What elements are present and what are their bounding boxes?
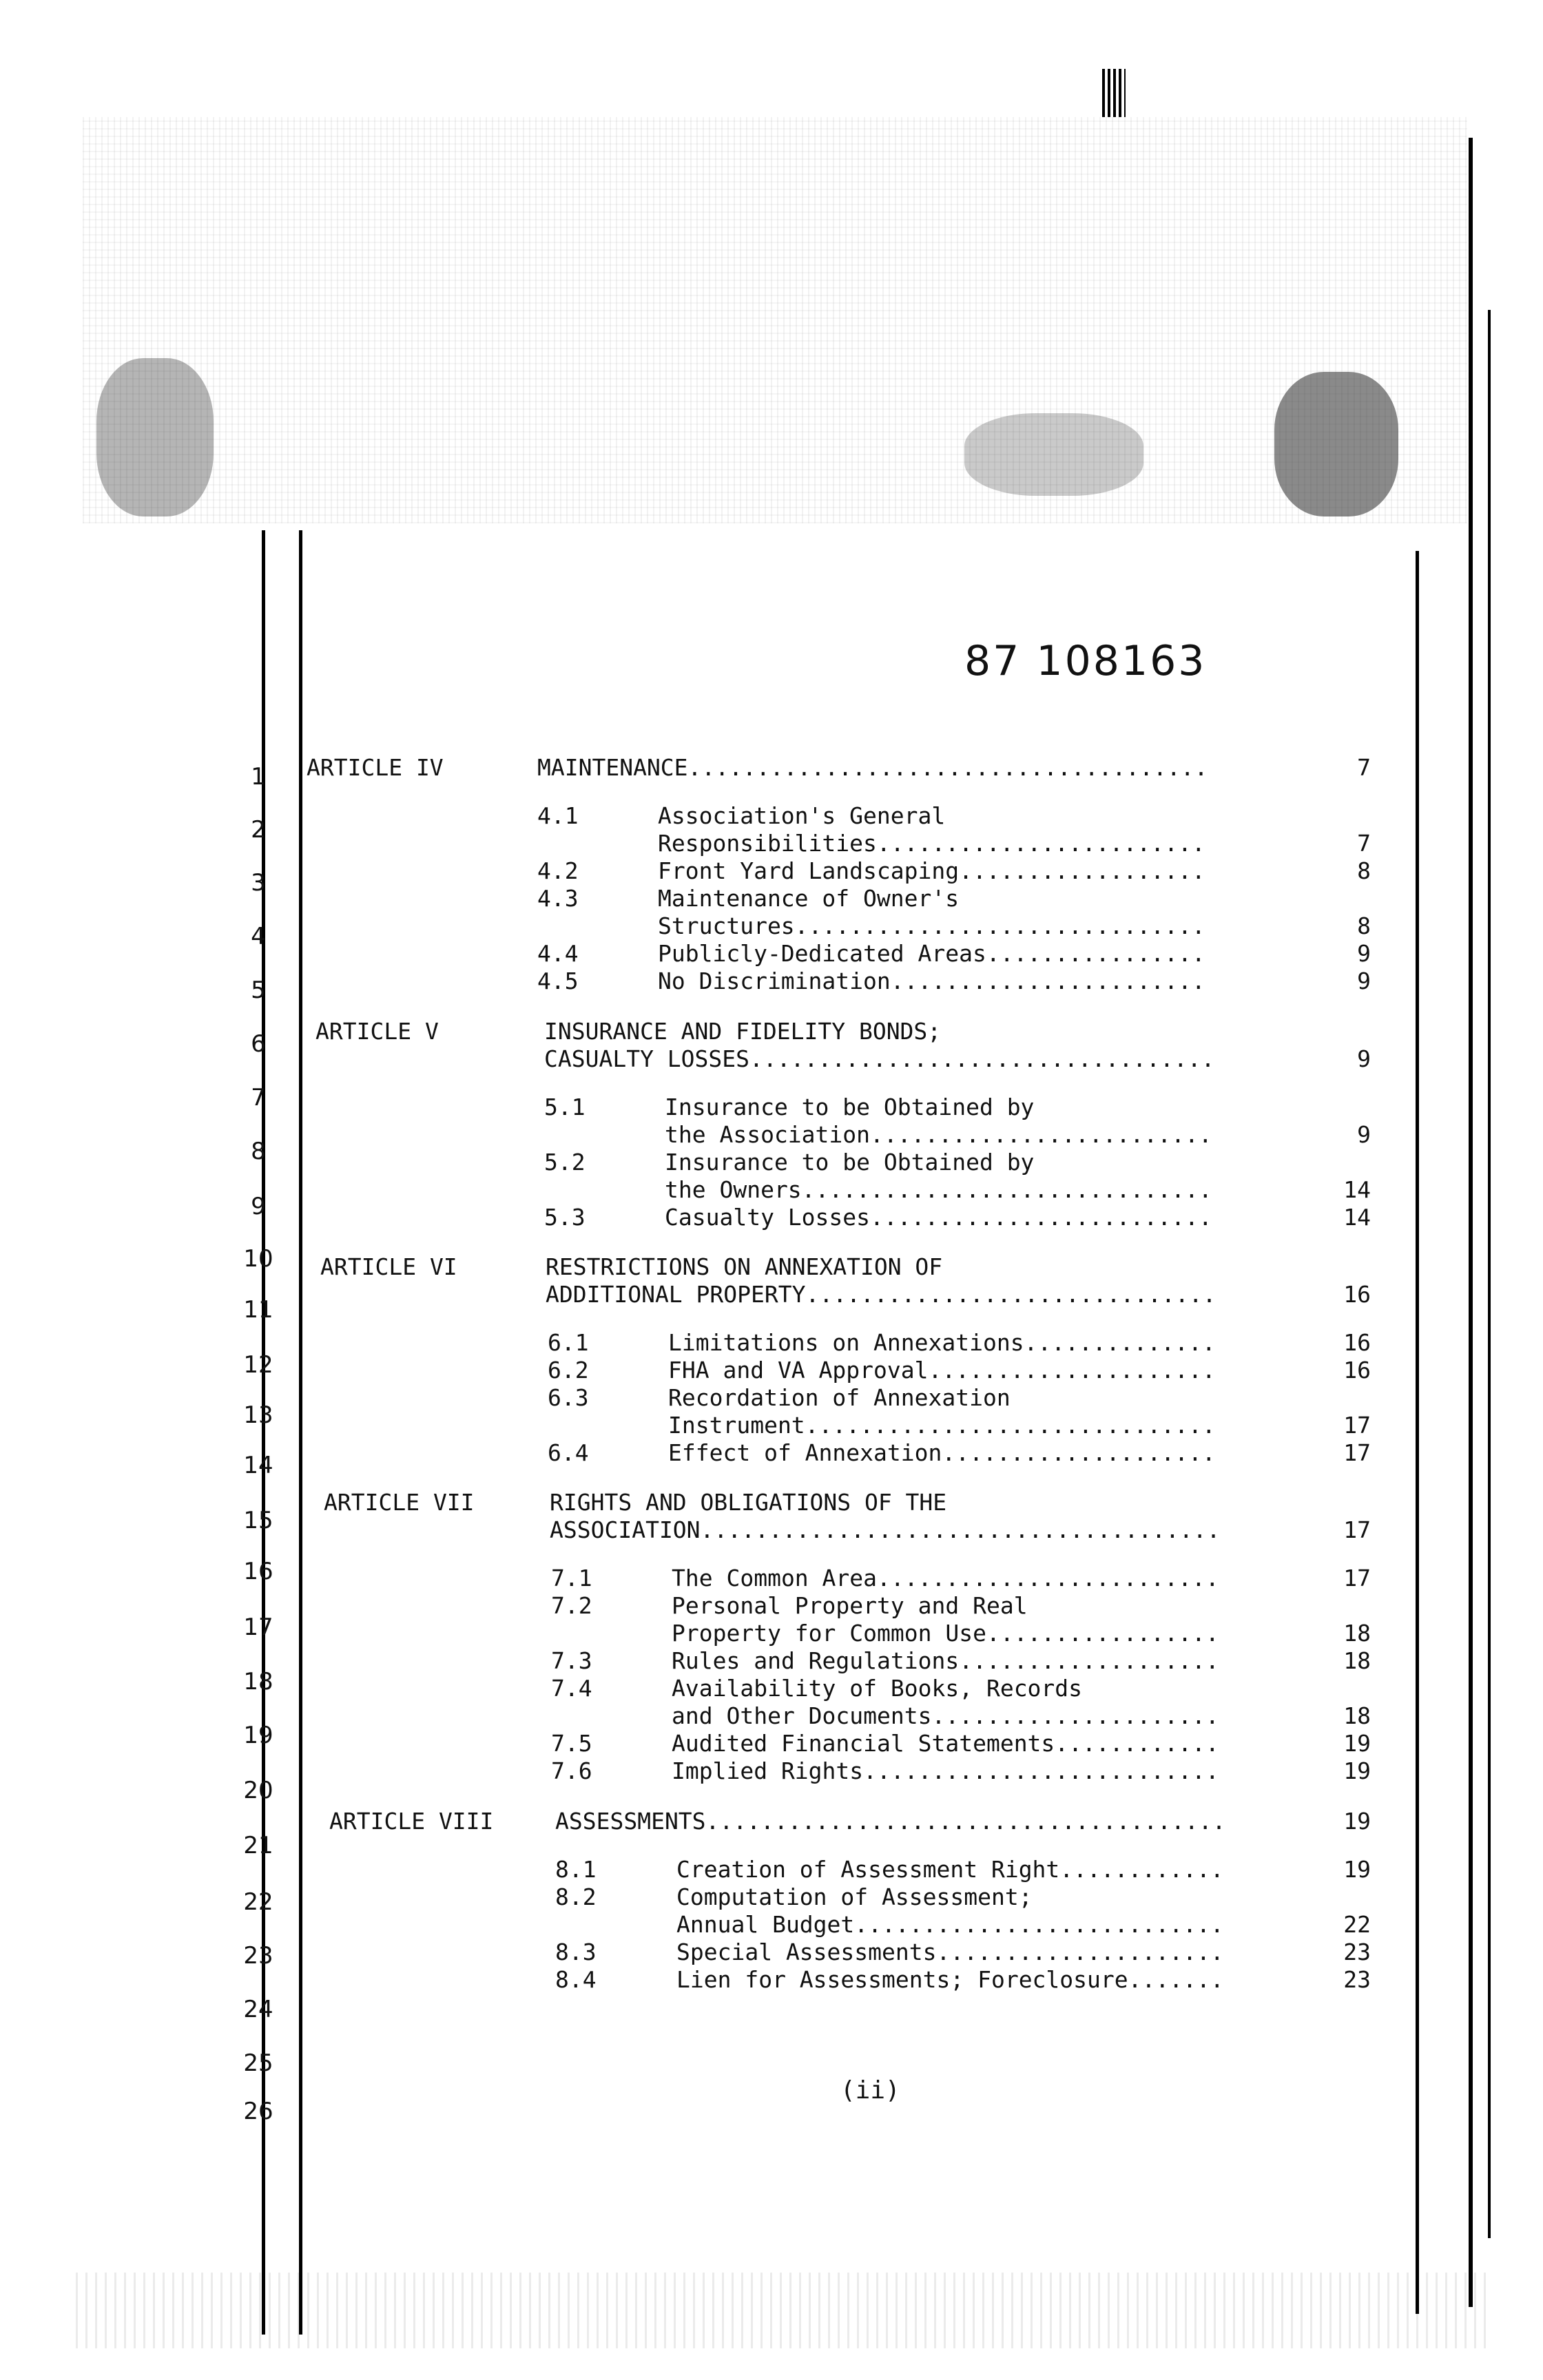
line-number: 18 (243, 1668, 273, 1695)
section-number: 4.4 (537, 940, 579, 967)
scan-blot (1274, 372, 1398, 516)
line-number: 15 (243, 1507, 273, 1534)
line-number: 20 (243, 1777, 273, 1804)
section-page-number: 8 (1357, 857, 1371, 884)
article-heading: INSURANCE AND FIDELITY BONDS; (544, 1018, 942, 1045)
scan-noise (83, 117, 1467, 523)
section-title: the Owners.............................. (665, 1176, 1212, 1203)
section-title: Annual Budget........................... (676, 1911, 1224, 1938)
section-page-number: 18 (1343, 1702, 1371, 1729)
section-number: 6.1 (548, 1329, 589, 1356)
line-number: 24 (243, 1996, 273, 2023)
section-title: Responsibilities........................ (658, 830, 1205, 857)
section-title: The Common Area......................... (672, 1565, 1219, 1591)
barcode-mark (1102, 69, 1126, 117)
section-page-number: 16 (1343, 1329, 1371, 1356)
section-number: 7.1 (551, 1565, 592, 1591)
article-label: ARTICLE VI (320, 1253, 457, 1280)
section-title: Implied Rights.......................... (672, 1757, 1219, 1784)
section-title: Audited Financial Statements............ (672, 1730, 1219, 1757)
section-number: 8.3 (555, 1939, 597, 1965)
line-number: 14 (243, 1452, 273, 1479)
section-title: Association's General (658, 802, 946, 829)
section-title: Insurance to be Obtained by (665, 1094, 1035, 1120)
article-label: ARTICLE V (315, 1018, 439, 1045)
section-title: Computation of Assessment; (676, 1883, 1033, 1910)
section-page-number: 19 (1343, 1730, 1371, 1757)
section-number: 7.3 (551, 1647, 592, 1674)
section-page-number: 18 (1343, 1620, 1371, 1647)
article-page-number: 17 (1343, 1516, 1371, 1543)
article-heading: ASSOCIATION...................................... (550, 1516, 1221, 1543)
section-page-number: 17 (1343, 1439, 1371, 1466)
line-number: 9 (251, 1193, 266, 1220)
line-number: 4 (251, 923, 266, 950)
article-label: ARTICLE VIII (329, 1808, 494, 1835)
right-edge-rule (1469, 138, 1473, 2307)
section-title: Recordation of Annexation (668, 1384, 1011, 1411)
section-page-number: 9 (1357, 940, 1371, 967)
section-number: 4.2 (537, 857, 579, 884)
section-title: FHA and VA Approval..................... (668, 1357, 1216, 1384)
page-number-footer: (ii) (840, 2076, 900, 2105)
section-title: Instrument.............................. (668, 1412, 1216, 1439)
section-page-number: 16 (1343, 1357, 1371, 1384)
article-label: ARTICLE IV (307, 754, 444, 781)
article-page-number: 9 (1357, 1045, 1371, 1072)
scan-blot (96, 358, 214, 516)
section-title: Insurance to be Obtained by (665, 1149, 1035, 1176)
line-number: 11 (243, 1296, 273, 1324)
article-page-number: 7 (1357, 754, 1371, 781)
left-margin-rule (299, 530, 302, 2335)
section-number: 7.2 (551, 1592, 592, 1619)
line-number: 12 (243, 1351, 273, 1379)
section-title: Limitations on Annexations.............. (668, 1329, 1216, 1356)
line-number: 25 (243, 2049, 273, 2077)
section-page-number: 17 (1343, 1412, 1371, 1439)
section-number: 7.6 (551, 1757, 592, 1784)
section-page-number: 19 (1343, 1757, 1371, 1784)
section-title: No Discrimination....................... (658, 968, 1205, 994)
article-heading: MAINTENANCE...................................... (537, 754, 1208, 781)
right-margin-rule (1416, 551, 1419, 2314)
section-number: 6.2 (548, 1357, 589, 1384)
section-page-number: 18 (1343, 1647, 1371, 1674)
section-page-number: 8 (1357, 912, 1371, 939)
section-page-number: 23 (1343, 1966, 1371, 1993)
section-number: 7.5 (551, 1730, 592, 1757)
section-number: 6.3 (548, 1384, 589, 1411)
line-number: 8 (251, 1138, 266, 1165)
article-heading: RESTRICTIONS ON ANNEXATION OF (546, 1253, 943, 1280)
scan-blot (964, 413, 1143, 496)
right-edge-rule (1488, 310, 1491, 2238)
section-title: Lien for Assessments; Foreclosure....... (676, 1966, 1224, 1993)
section-number: 5.2 (544, 1149, 586, 1176)
section-page-number: 14 (1343, 1204, 1371, 1231)
section-number: 8.2 (555, 1883, 597, 1910)
article-heading: ASSESSMENTS...................................... (555, 1808, 1226, 1835)
line-number: 1 (251, 763, 266, 791)
section-title: Front Yard Landscaping.................. (658, 857, 1205, 884)
section-page-number: 19 (1343, 1856, 1371, 1883)
line-number: 10 (243, 1245, 273, 1273)
section-number: 4.1 (537, 802, 579, 829)
section-page-number: 14 (1343, 1176, 1371, 1203)
line-number: 26 (243, 2098, 273, 2125)
section-number: 6.4 (548, 1439, 589, 1466)
document-number: 87 108163 (964, 637, 1207, 685)
section-page-number: 17 (1343, 1565, 1371, 1591)
line-number: 21 (243, 1832, 273, 1859)
article-heading: ADDITIONAL PROPERTY.............................. (546, 1281, 1216, 1308)
section-title: Property for Common Use................. (672, 1620, 1219, 1647)
line-number: 13 (243, 1401, 273, 1429)
section-title: Structures.............................. (658, 912, 1205, 939)
section-number: 4.3 (537, 885, 579, 912)
section-number: 8.4 (555, 1966, 597, 1993)
article-page-number: 16 (1343, 1281, 1371, 1308)
section-title: Casualty Losses......................... (665, 1204, 1212, 1231)
section-title: Rules and Regulations................... (672, 1647, 1219, 1674)
section-number: 5.1 (544, 1094, 586, 1120)
section-title: Publicly-Dedicated Areas................ (658, 940, 1205, 967)
section-title: Maintenance of Owner's (658, 885, 960, 912)
line-number: 19 (243, 1722, 273, 1749)
section-page-number: 9 (1357, 1121, 1371, 1148)
line-number: 23 (243, 1942, 273, 1970)
line-number: 6 (251, 1030, 266, 1058)
line-number: 2 (251, 816, 266, 844)
article-heading: RIGHTS AND OBLIGATIONS OF THE (550, 1489, 947, 1516)
section-title: and Other Documents..................... (672, 1702, 1219, 1729)
section-page-number: 23 (1343, 1939, 1371, 1965)
line-number: 17 (243, 1614, 273, 1641)
line-number: 7 (251, 1084, 266, 1111)
section-title: Special Assessments..................... (676, 1939, 1224, 1965)
section-title: Personal Property and Real (672, 1592, 1028, 1619)
section-page-number: 9 (1357, 968, 1371, 994)
section-title: Creation of Assessment Right............ (676, 1856, 1224, 1883)
article-heading: CASUALTY LOSSES.................................. (544, 1045, 1215, 1072)
section-title: Availability of Books, Records (672, 1675, 1083, 1702)
article-page-number: 19 (1343, 1808, 1371, 1835)
section-page-number: 7 (1357, 830, 1371, 857)
section-number: 8.1 (555, 1856, 597, 1883)
section-number: 4.5 (537, 968, 579, 994)
section-number: 7.4 (551, 1675, 592, 1702)
section-title: Effect of Annexation.................... (668, 1439, 1216, 1466)
section-number: 5.3 (544, 1204, 586, 1231)
scan-noise-bottom (76, 2273, 1488, 2348)
section-page-number: 22 (1343, 1911, 1371, 1938)
line-number: 22 (243, 1888, 273, 1916)
line-number: 16 (243, 1558, 273, 1585)
line-number: 5 (251, 977, 266, 1004)
line-number: 3 (251, 869, 266, 897)
article-label: ARTICLE VII (324, 1489, 475, 1516)
section-title: the Association......................... (665, 1121, 1212, 1148)
